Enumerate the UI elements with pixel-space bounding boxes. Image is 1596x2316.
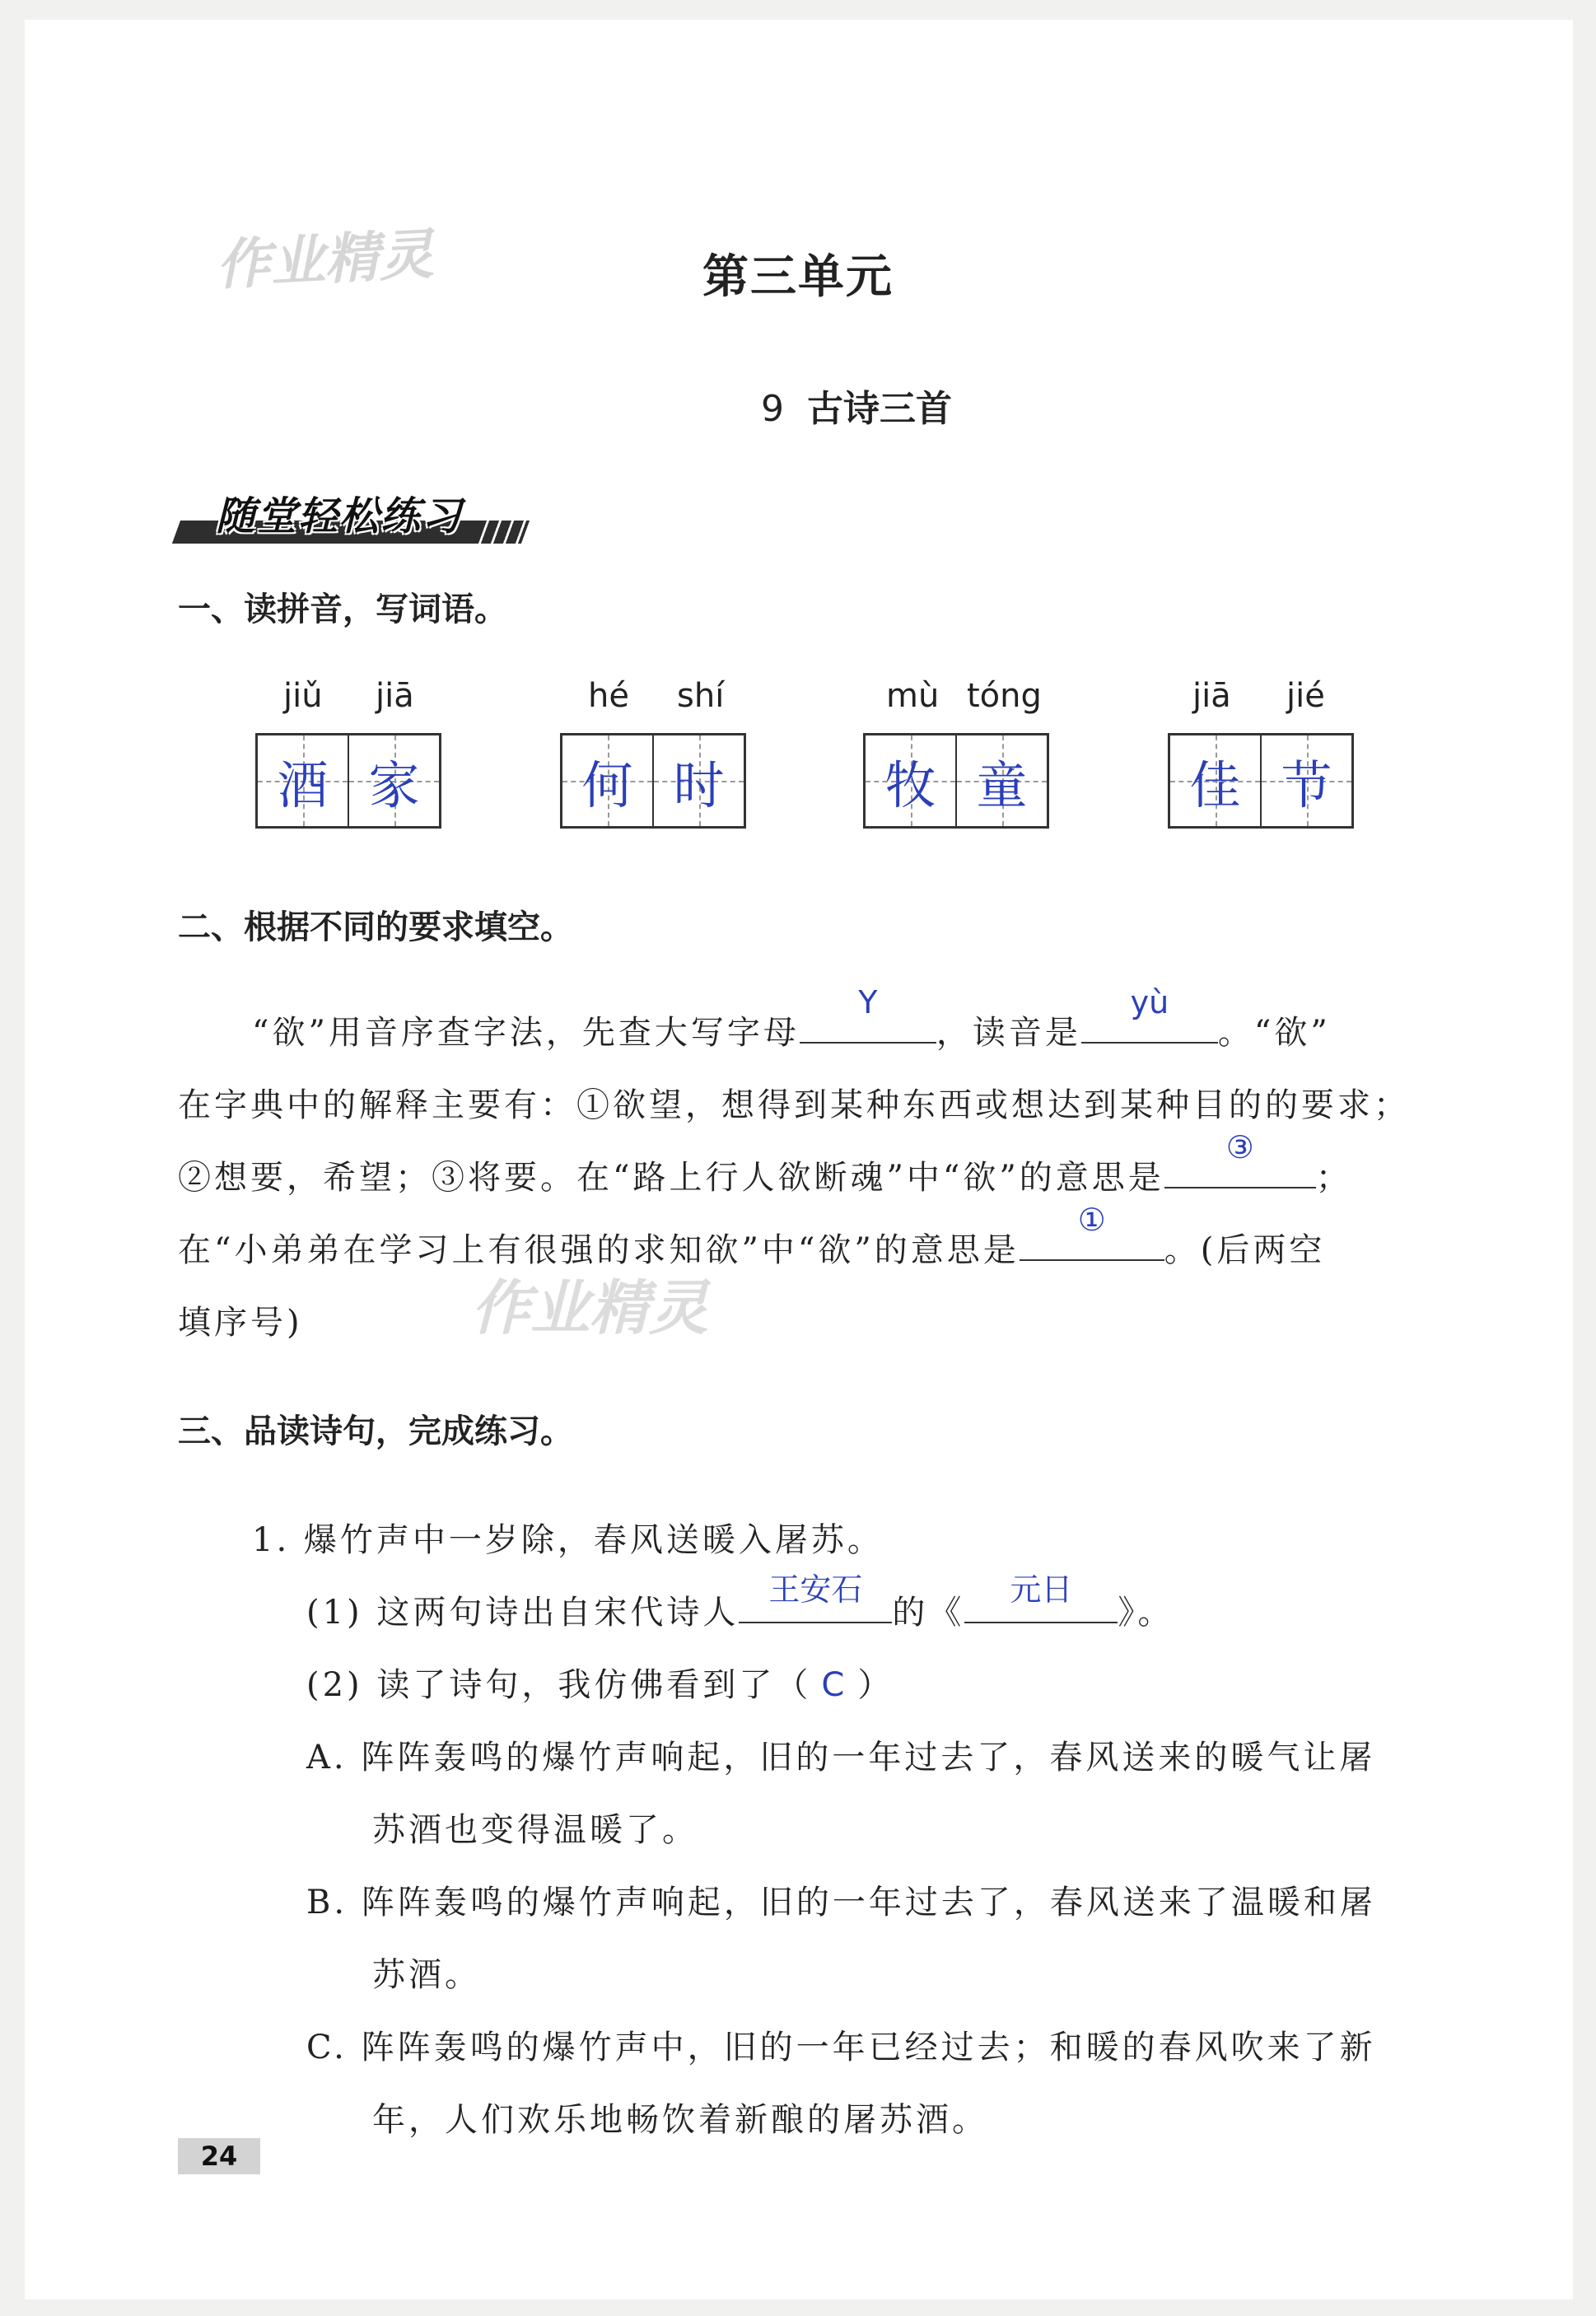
pinyin-1a: jiǔ (283, 677, 323, 715)
s2-line-2: 在字典中的解释主要有：①欲望，想得到某种东西或想达到某种目的的要求； (178, 1086, 1410, 1124)
option-a-line2: 苏酒也变得温暖了。 (372, 1811, 698, 1849)
pinyin-2a: hé (588, 677, 629, 715)
char-grid-4 (1168, 733, 1354, 829)
lesson-number: 9 (761, 388, 784, 430)
char-cell: 佳 (1170, 735, 1260, 826)
lesson-heading (0, 379, 1596, 432)
s2-text: ，读音是 (936, 1014, 1081, 1052)
s2-text: 。(后两空 (1164, 1231, 1326, 1269)
s2-line-5: 填序号) (178, 1304, 303, 1342)
lesson-title: 古诗三首 (807, 388, 952, 430)
s2-text: ； (1315, 1159, 1352, 1197)
answer-blank-poem (964, 1571, 1118, 1623)
section1-heading: 一、读拼音，写词语。 (178, 591, 507, 628)
answer-blank-4 (1020, 1202, 1164, 1261)
answer-blank-pinyin (1081, 984, 1218, 1044)
answer-poet: 王安石 (768, 1571, 863, 1608)
char-grid-1 (255, 733, 441, 829)
char-cell: 童 (955, 735, 1047, 826)
watermark-top: 作业精灵 (214, 222, 436, 297)
answer-pinyin: yù (1130, 984, 1169, 1020)
char-cell: 节 (1260, 735, 1351, 826)
answer-blank-poet (739, 1571, 892, 1623)
char-cell: 何 (562, 735, 652, 826)
answer-blank-3 (1164, 1129, 1316, 1188)
pinyin-4b: jié (1286, 677, 1325, 715)
char-cell: 家 (348, 735, 439, 826)
q-text: ） (857, 1666, 894, 1704)
pinyin-3a: mù (886, 677, 940, 715)
answer-choice: C (821, 1666, 848, 1704)
char-cell: 酒 (258, 735, 348, 826)
s2-text: ②想要，希望；③将要。在“路上行人欲断魂”中“欲”的意思是 (178, 1159, 1164, 1197)
char-grid-2 (560, 733, 746, 829)
option-a-line1: A. 阵阵轰鸣的爆竹声响起，旧的一年过去了，春风送来的暖气让屠 (306, 1739, 1376, 1777)
option-b-line1: B. 阵阵轰鸣的爆竹声响起，旧的一年过去了，春风送来了温暖和屠 (306, 1884, 1376, 1921)
banner-label: 随堂轻松练习 (216, 493, 464, 539)
q1-2 (306, 1659, 894, 1706)
page-number: 24 (178, 2138, 260, 2174)
pinyin-4a: jiā (1192, 677, 1231, 715)
s2-line-1 (252, 984, 1487, 1053)
pinyin-1b: jiā (376, 677, 414, 715)
s2-text: 在“小弟弟在学习上有很强的求知欲”中“欲”的意思是 (178, 1231, 1020, 1269)
answer-3: ③ (1225, 1129, 1254, 1165)
s2-line-3 (178, 1129, 1471, 1198)
q-text: (1) 这两句诗出自宋代诗人 (306, 1594, 740, 1632)
answer-4: ① (1077, 1202, 1106, 1238)
s2-text: 。“欲” (1217, 1014, 1331, 1052)
answer-poem: 元日 (1010, 1571, 1073, 1608)
char-grid-3 (863, 733, 1049, 829)
char-cell: 牧 (866, 735, 955, 826)
char-cell: 时 (652, 735, 744, 826)
q-text: 的《 (892, 1594, 965, 1632)
q-text: (2) 读了诗句，我仿佛看到了（ (306, 1666, 812, 1704)
answer-letter: Y (858, 984, 878, 1020)
pinyin-3b: tóng (967, 677, 1042, 715)
pinyin-2b: shí (677, 677, 725, 715)
option-b-line2: 苏酒。 (372, 1956, 481, 1994)
option-c-line1: C. 阵阵轰鸣的爆竹声中，旧的一年已经过去；和暖的春风吹来了新 (306, 2029, 1376, 2066)
unit-title: 第三单元 (702, 250, 894, 304)
section3-heading: 三、品读诗句，完成练习。 (178, 1412, 573, 1450)
answer-blank-letter (800, 984, 936, 1044)
watermark-middle: 作业精灵 (471, 1273, 709, 1342)
q-text: 》。 (1118, 1594, 1174, 1632)
q1-1 (306, 1571, 1476, 1633)
section2-heading: 二、根据不同的要求填空。 (178, 908, 573, 946)
s2-text: “欲”用音序查字法，先查大写字母 (252, 1014, 800, 1052)
s2-line-4 (178, 1202, 1471, 1271)
option-c-line2: 年，人们欢乐地畅饮着新酿的屠苏酒。 (372, 2101, 988, 2139)
q1-text: 1. 爆竹声中一岁除，春风送暖入屠苏。 (252, 1521, 884, 1559)
